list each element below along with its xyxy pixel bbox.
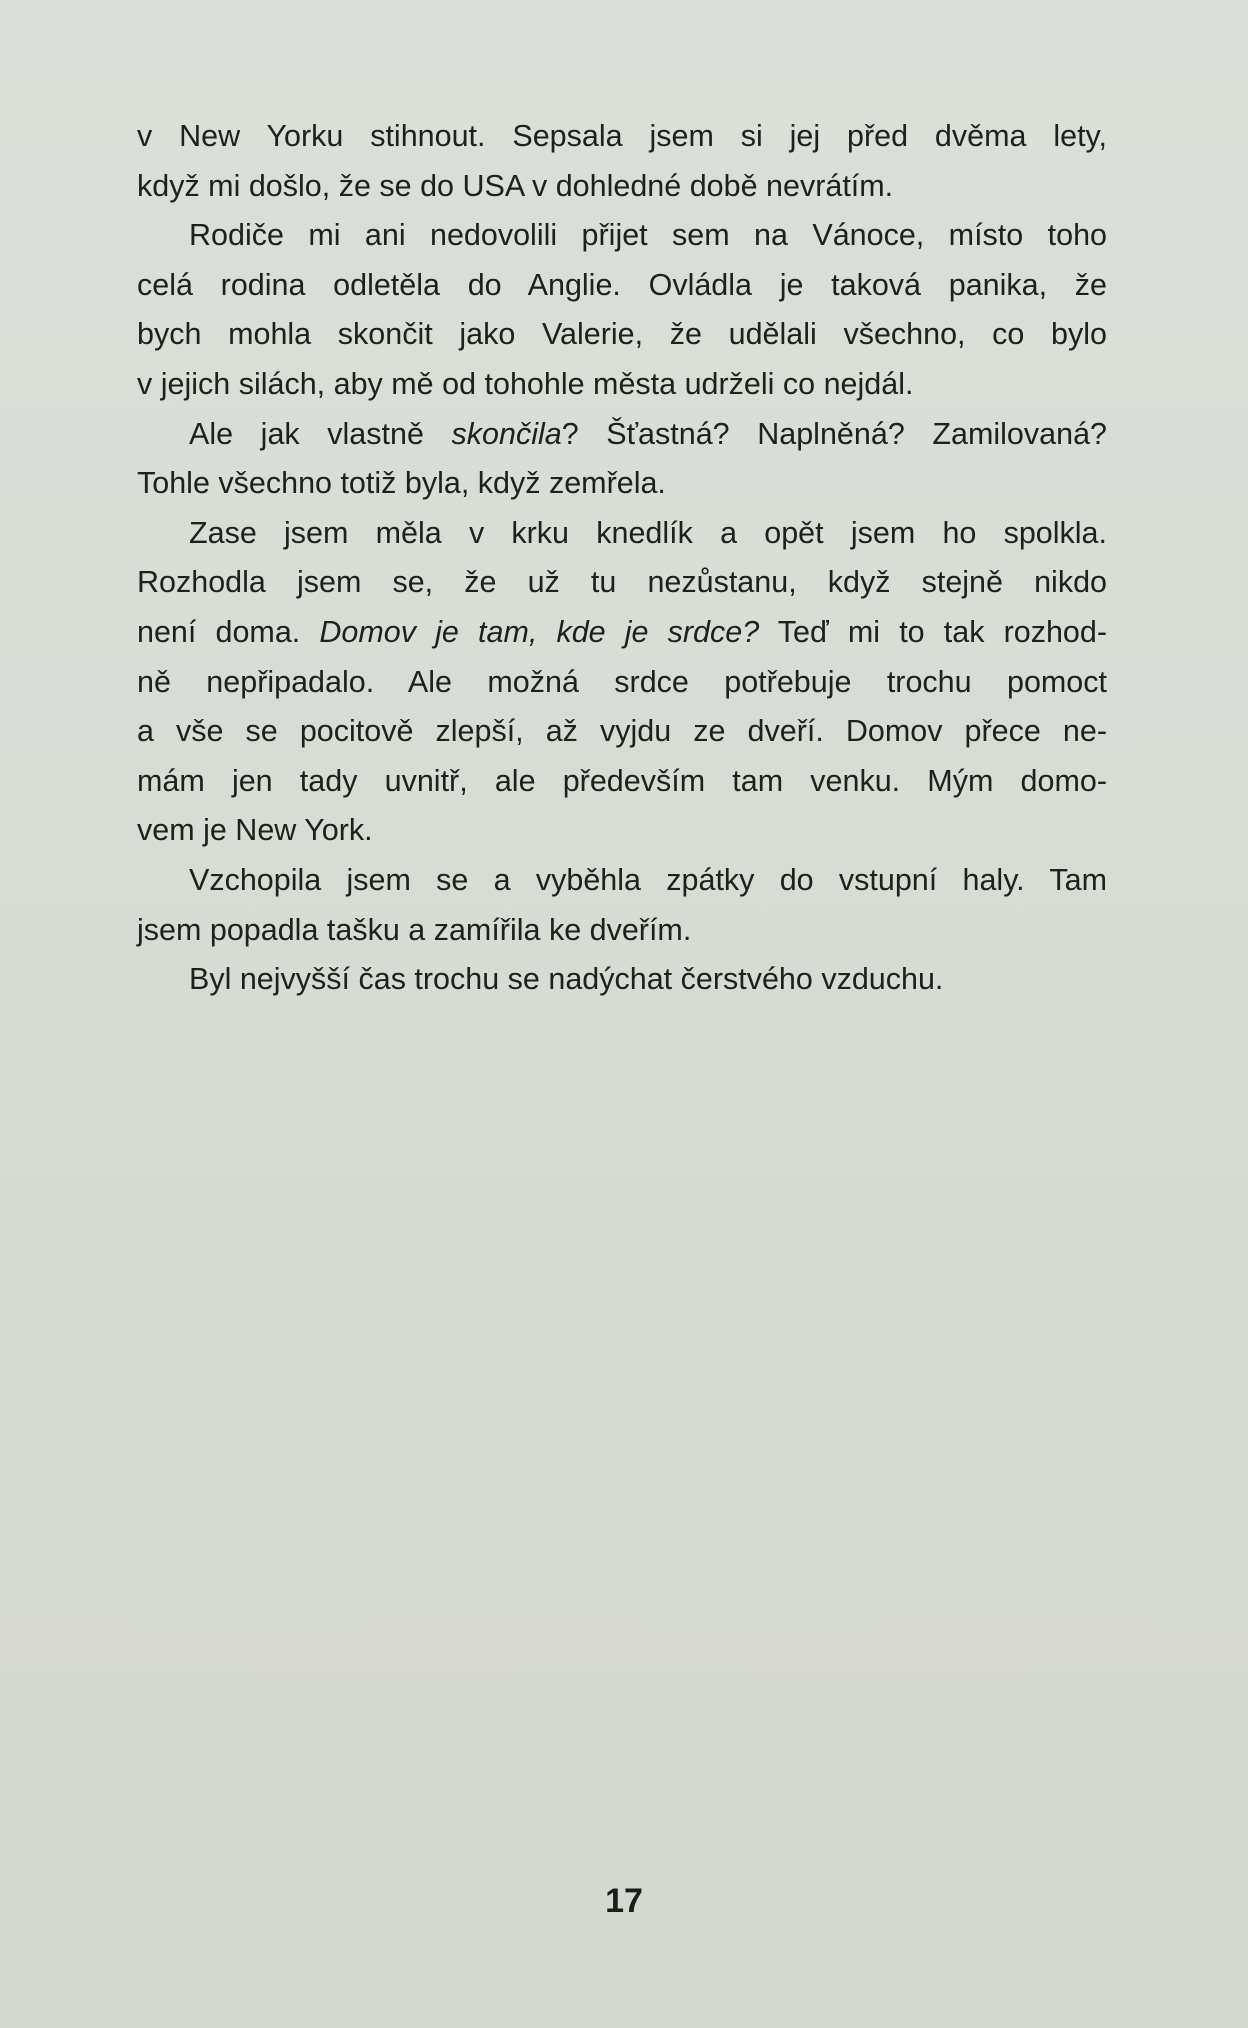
body-text xyxy=(137,112,1107,1005)
text-line-4: celá rodina odletěla do Anglie. Ovládla je taková panika, že xyxy=(137,267,1107,302)
text-line-17: jsem popadla tašku a zamířila ke dveřím. xyxy=(137,912,692,947)
text-line-3: Rodiče mi ani nedovolili přijet sem na Vánoce, místo toho xyxy=(189,218,1107,253)
text-line-14: mám jen tady uvnitř, ale především tam venku. Mým domo- xyxy=(137,763,1107,798)
text-line-11-start: není doma. xyxy=(137,614,320,649)
text-line-7 xyxy=(137,410,1107,460)
text-line-11-end: Teď mi to tak rozhod- xyxy=(759,614,1107,649)
italic-domov: Domov je tam, kde je srdce? xyxy=(319,614,760,649)
text-line-6: v jejich silách, aby mě od tohohle města udrželi co nejdál. xyxy=(137,366,914,401)
italic-skoncila: skončila xyxy=(451,416,562,451)
text-line-8: Tohle všechno totiž byla, když zemřela. xyxy=(137,466,666,501)
text-line-2: když mi došlo, že se do USA v dohledné době nevrátím. xyxy=(137,168,894,203)
text-line-9: Zase jsem měla v krku knedlík a opět jsem ho spolkla. xyxy=(189,515,1107,550)
text-line-10: Rozhodla jsem se, že už tu nezůstanu, když stejně nikdo xyxy=(137,565,1107,600)
text-line-1: v New Yorku stihnout. Sepsala jsem si jej před dvěma lety, xyxy=(137,119,1107,153)
text-line-7-end: ? Šťastná? Naplněná? Zamilovaná? xyxy=(561,416,1107,451)
text-line-18: Byl nejvyšší čas trochu se nadýchat čerstvého vzduchu. xyxy=(189,962,944,997)
page-number: 17 xyxy=(605,1882,643,1920)
text-line-7-start: Ale jak vlastně xyxy=(189,416,452,451)
text-line-12: ně nepřipadalo. Ale možná srdce potřebuje trochu pomoct xyxy=(137,664,1107,699)
text-line-15: vem je New York. xyxy=(137,813,373,848)
text-line-5: bych mohla skončit jako Valerie, že udělali všechno, co bylo xyxy=(137,317,1107,352)
text-line-11 xyxy=(137,608,1107,658)
text-line-13: a vše se pocitově zlepší, až vyjdu ze dveří. Domov přece ne- xyxy=(137,714,1107,749)
text-line-16: Vzchopila jsem se a vyběhla zpátky do vstupní haly. Tam xyxy=(189,862,1107,897)
